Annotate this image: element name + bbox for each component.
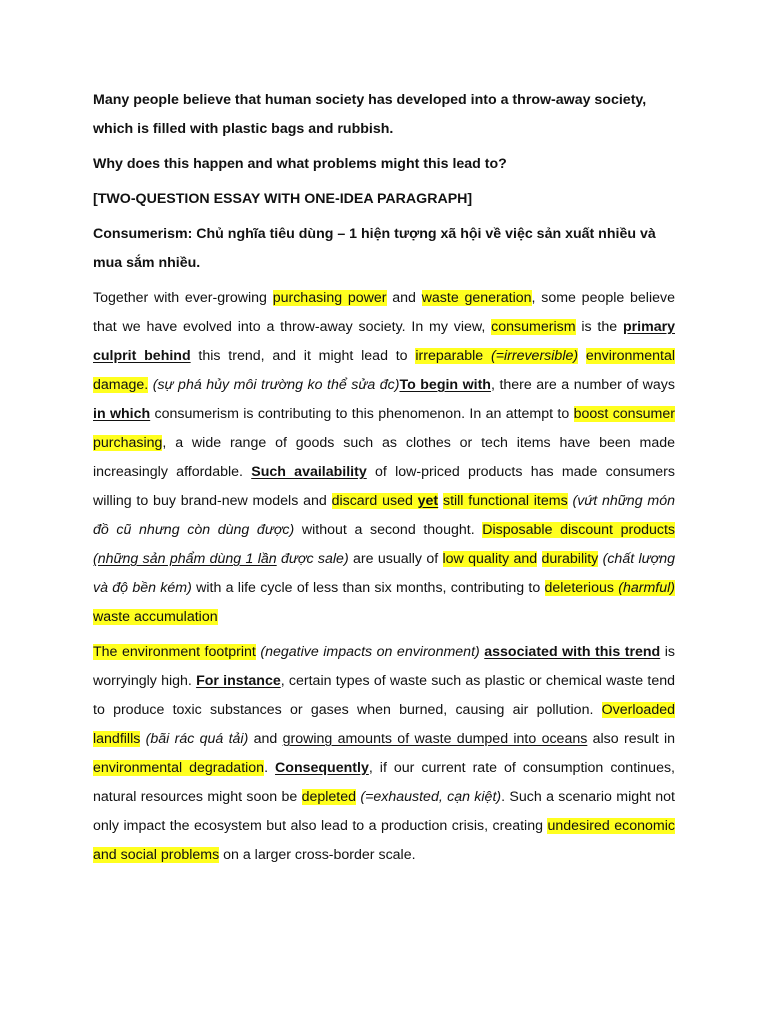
text: , there are a number of ways xyxy=(490,377,675,393)
text: also result in xyxy=(587,731,676,747)
text: , some people believe that we have evolved into a throw-away society. In my view, xyxy=(93,290,675,335)
underlined-phrase: Consequently xyxy=(275,760,369,776)
highlight-italic: (=irreversible) xyxy=(483,348,579,364)
highlight: depleted xyxy=(301,789,357,805)
underlined-phrase: associated with this trend xyxy=(484,644,661,660)
body-paragraph-2 xyxy=(93,638,675,870)
text: and xyxy=(248,731,283,747)
highlight: low quality and xyxy=(442,551,538,567)
highlight: durability xyxy=(541,551,599,567)
underlined-phrase: in which xyxy=(93,406,151,422)
text: is the xyxy=(575,319,623,335)
highlight: Overloaded landfills xyxy=(93,702,675,747)
highlight: Disposable discount products xyxy=(482,522,676,538)
text: of low-priced products has made consumers willing to buy brand-new models and xyxy=(93,464,675,509)
body-paragraph-1 xyxy=(93,284,675,632)
translation-note: (negative impacts on environment) xyxy=(255,644,485,660)
highlight: environmental damage. xyxy=(93,348,675,393)
prompt-line-2: Why does this happen and what problems might this lead to? xyxy=(93,156,507,172)
highlight: environmental degradation xyxy=(93,760,265,776)
highlight: waste generation xyxy=(421,290,532,306)
translation-note: được sale) xyxy=(276,551,349,567)
highlight: undesired economic and social problems xyxy=(93,818,675,863)
underlined-phrase: To begin with xyxy=(399,377,491,393)
translation-note: (=exhausted, cạn kiệt) xyxy=(356,789,502,805)
underlined-phrase: For instance xyxy=(196,673,281,689)
text: this trend, and it might lead to xyxy=(190,348,416,364)
translation-note: (chất lượng và độ bền kém) xyxy=(93,551,675,596)
text: . Such a scenario might not only impact the ecosystem but also lead to a production crisis, creating xyxy=(93,789,675,834)
text: Together with ever-growing xyxy=(93,290,273,306)
text: are usually of xyxy=(348,551,443,567)
text: with a life cycle of less than six months, contributing to xyxy=(191,580,545,596)
document-page xyxy=(93,86,675,870)
translation-note: (vứt những món đồ cũ nhưng còn dùng được) xyxy=(93,493,675,538)
text: , a wide range of goods such as clothes or tech items have been made increasingly affordable. xyxy=(93,435,675,480)
text: on a larger cross-border scale. xyxy=(219,847,416,863)
highlight: deleterious xyxy=(544,580,619,596)
text: is worryingly high. xyxy=(93,644,675,689)
text: consumerism is contributing to this phenomenon. In an attempt to xyxy=(150,406,574,422)
text: . xyxy=(264,760,276,776)
highlight: irreparable xyxy=(415,348,484,364)
vocabulary-note xyxy=(93,220,675,278)
essay-type-label xyxy=(93,185,675,214)
prompt-line-3: [TWO-QUESTION ESSAY WITH ONE-IDEA PARAGRAPH] xyxy=(93,191,473,207)
translation-note-underlined: (những sản phẩm dùng 1 lần xyxy=(93,551,277,567)
translation-note: (bãi rác quá tải) xyxy=(140,731,249,747)
highlight: consumerism xyxy=(491,319,576,335)
highlight: waste accumulation xyxy=(93,609,218,625)
underlined-phrase: primary culprit behind xyxy=(93,319,675,364)
text: and xyxy=(386,290,422,306)
highlight: still functional items xyxy=(442,493,568,509)
underlined-phrase: Such availability xyxy=(251,464,367,480)
prompt-line-4: Consumerism: Chủ nghĩa tiêu dùng – 1 hiện tượng xã hội về việc sản xuất nhiều và mua sắm nhiều. xyxy=(93,226,656,271)
text xyxy=(537,551,541,567)
translation-note: (sự phá hủy môi trường ko thể sửa đc) xyxy=(148,377,400,393)
highlight: purchasing power xyxy=(272,290,387,306)
highlight: discard used xyxy=(331,493,418,509)
highlight: boost consumer purchasing xyxy=(93,406,675,451)
underlined-phrase: growing amounts of waste dumped into oceans xyxy=(282,731,588,747)
text: without a second thought. xyxy=(294,522,483,538)
text: , if our current rate of consumption continues, natural resources might soon be xyxy=(93,760,676,805)
highlight: The environment footprint xyxy=(93,644,256,660)
essay-question xyxy=(93,150,675,179)
highlight-italic: (harmful) xyxy=(618,580,675,596)
prompt-line-1: Many people believe that human society has developed into a throw-away society, which is filled with plastic bags and rubbish. xyxy=(93,92,647,137)
text: , certain types of waste such as plastic or chemical waste tend to produce toxic substances or gases when burned, causing air pollution. xyxy=(93,673,675,718)
highlight-underlined: yet xyxy=(417,493,439,509)
essay-prompt-statement xyxy=(93,86,675,144)
